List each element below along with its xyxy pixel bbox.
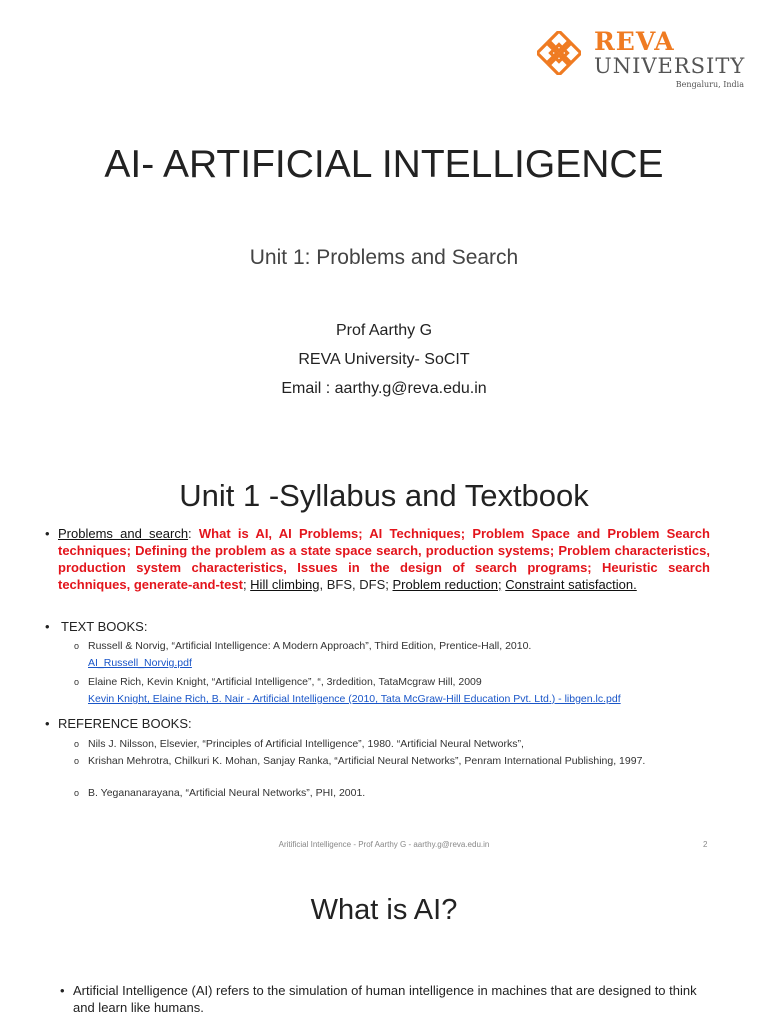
- slide-separator: [0, 448, 768, 456]
- bullet-icon: •: [45, 716, 50, 731]
- syllabus-problem-reduction: Problem reduction;: [392, 577, 502, 592]
- circle-bullet-icon: o: [74, 756, 80, 766]
- textbook-link-rich-knight[interactable]: Kevin Knight, Elaine Rich, B. Nair - Artificial Intelligence (2010, Tata McGraw-Hill Education Pvt. Ltd.) - libgen.lc.pdf: [88, 693, 621, 705]
- reva-knot-icon: [537, 31, 581, 75]
- bullet-icon: •: [45, 526, 50, 541]
- textbook-link-russell[interactable]: AI_Russell_Norvig.pdf: [88, 657, 192, 669]
- slide-title: What is AI?: [310, 894, 458, 926]
- textbook-item: o Elaine Rich, Kevin Knight, “Artificial Intelligence”, “, 3rdedition, TataMcgraw Hill, 2009: [74, 676, 482, 688]
- reference-item: o Nils J. Nilsson, Elsevier, “Principles of Artificial Intelligence”, 1980. “Artificial Neural Networks”,: [74, 738, 524, 750]
- bullet-icon: •: [60, 983, 65, 998]
- reference-item: o Krishan Mehrotra, Chilkuri K. Mohan, Sanjay Ranka, “Artificial Neural Networks”, Penram International Publishing, 1997.: [74, 755, 646, 767]
- slide-footer: Aritificial Intelligence - Prof Aarthy G - aarthy.g@reva.edu.in: [278, 840, 490, 849]
- reva-logo: [537, 27, 752, 93]
- circle-bullet-icon: o: [74, 677, 80, 687]
- what-is-ai-slide: [0, 862, 768, 1024]
- syllabus-hill-climbing: Hill climbing: [250, 577, 320, 592]
- circle-bullet-icon: o: [74, 641, 80, 651]
- syllabus-lead: Problems and search: [58, 526, 189, 541]
- syllabus-slide: [0, 456, 768, 854]
- textbooks-heading: • TEXT BOOKS:: [45, 619, 148, 634]
- bullet-icon: •: [45, 619, 50, 634]
- logo-name: REVA: [594, 27, 675, 56]
- author-email: Email : aarthy.g@reva.edu.in: [281, 380, 487, 397]
- slide-separator: [0, 854, 768, 862]
- logo-university: UNIVERSITY: [594, 54, 746, 78]
- reference-item: o B. Yegananarayana, “Artificial Neural Networks”, PHI, 2001.: [74, 787, 366, 799]
- syllabus-bullet: • Problems and search: What is AI, AI Problems; AI Techniques; Problem Space and Problem Search techniques; Defining the problem as a state space search, production systems; Problem characteristics, production system characteristics, Issues in the design of search programs; Heuristic search techniques, generate-and-test; Hill climbing, BFS, DFS; Problem reduction; Constraint satisfaction.: [45, 526, 710, 592]
- slide-subtitle: Unit 1: Problems and Search: [249, 246, 519, 269]
- textbook-item: o Russell & Norvig, “Artificial Intelligence: A Modern Approach”, Third Edition, Prentice-Hall, 2010.: [74, 640, 532, 652]
- definition-bullet: • Artificial Intelligence (AI) refers to the simulation of human intelligence in machines that are designed to think and learn like humans.: [60, 983, 697, 1015]
- slide-title: AI- ARTIFICIAL INTELLIGENCE: [104, 143, 664, 186]
- page-number: 2: [703, 840, 708, 849]
- syllabus-topics: What is AI, AI Problems; AI Techniques; Problem Space and Problem Search techniques; Defining the problem as a state space search, production systems; Problem characteristics, production system characteristics, Issues in the design of search programs; Heuristic search techniques, generate-and-test: [58, 526, 710, 592]
- title-slide: [0, 0, 768, 448]
- author-affiliation: REVA University- SoCIT: [298, 351, 470, 368]
- slide-title: Unit 1 -Syllabus and Textbook: [179, 478, 589, 513]
- syllabus-constraint: Constraint satisfaction.: [505, 577, 637, 592]
- logo-location: Bengaluru, India: [675, 80, 744, 89]
- references-heading: • REFERENCE BOOKS:: [45, 716, 192, 731]
- author-name: Prof Aarthy G: [335, 322, 433, 339]
- circle-bullet-icon: o: [74, 788, 80, 798]
- circle-bullet-icon: o: [74, 739, 80, 749]
